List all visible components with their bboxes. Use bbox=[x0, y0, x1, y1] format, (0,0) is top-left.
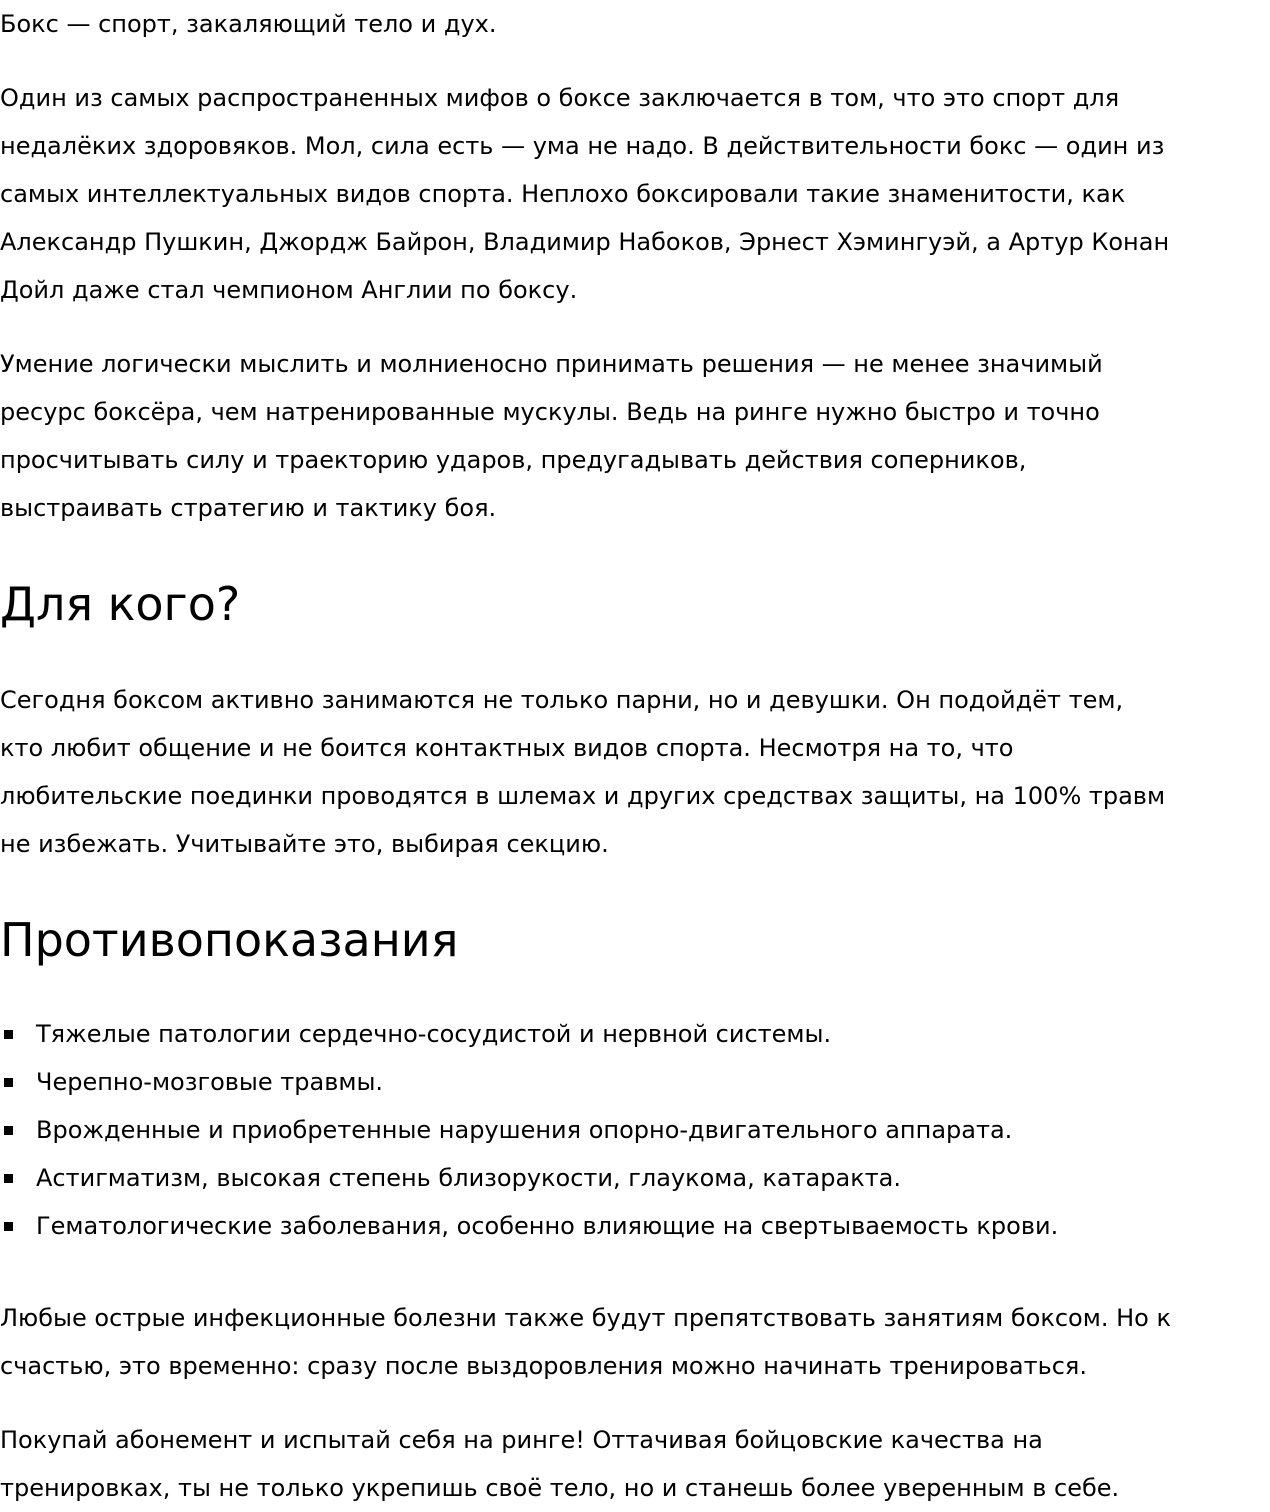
heading-for-whom: Для кого? bbox=[0, 577, 241, 631]
list-item-text: Врожденные и приобретенные нарушения опорно-двигательного аппарата. bbox=[36, 1116, 1013, 1144]
paragraph-line: выстраивать стратегию и тактику боя. bbox=[0, 494, 497, 522]
paragraph-line: Дойл даже стал чемпионом Англии по боксу. bbox=[0, 276, 578, 304]
list-item-text: Гематологические заболевания, особенно влияющие на свертываемость крови. bbox=[36, 1212, 1059, 1240]
paragraph-line: Александр Пушкин, Джордж Байрон, Владимир Набоков, Эрнест Хэмингуэй, а Артур Конан bbox=[0, 228, 1170, 256]
paragraph-myths bbox=[0, 74, 1270, 314]
paragraph-logic bbox=[0, 340, 1270, 532]
contraindications-list bbox=[0, 1010, 1270, 1250]
square-bullet-icon bbox=[4, 1078, 13, 1087]
list-item-text: Черепно-мозговые травмы. bbox=[36, 1068, 384, 1096]
paragraph-line: Один из самых распространенных мифов о боксе заключается в том, что это спорт для bbox=[0, 84, 1120, 112]
square-bullet-icon bbox=[4, 1222, 13, 1231]
square-bullet-icon bbox=[4, 1126, 13, 1135]
list-item bbox=[0, 1202, 1270, 1250]
paragraph-line: любительские поединки проводятся в шлемах и других средствах защиты, на 100% травм bbox=[0, 782, 1166, 810]
list-item-text: Тяжелые патологии сердечно-сосудистой и нервной системы. bbox=[36, 1020, 832, 1048]
paragraph-line: самых интеллектуальных видов спорта. Неплохо боксировали такие знаменитости, как bbox=[0, 180, 1126, 208]
paragraph-line: кто любит общение и не боится контактных видов спорта. Несмотря на то, что bbox=[0, 734, 1014, 762]
list-item bbox=[0, 1154, 1270, 1202]
square-bullet-icon bbox=[4, 1174, 13, 1183]
heading-contraindications: Противопоказания bbox=[0, 913, 459, 967]
list-item bbox=[0, 1106, 1270, 1154]
intro-text: Бокс — спорт, закаляющий тело и дух. bbox=[0, 10, 497, 38]
paragraph-line: Умение логически мыслить и молниеносно принимать решения — не менее значимый bbox=[0, 350, 1103, 378]
paragraph-call-to-action bbox=[0, 1416, 1270, 1512]
paragraph-line: Покупай абонемент и испытай себя на ринге! Оттачивая бойцовские качества на bbox=[0, 1426, 1043, 1454]
square-bullet-icon bbox=[4, 1030, 13, 1039]
paragraph-line: Сегодня боксом активно занимаются не только парни, но и девушки. Он подойдёт тем, bbox=[0, 686, 1124, 714]
paragraph-line: Любые острые инфекционные болезни также будут препятствовать занятиям боксом. Но к bbox=[0, 1304, 1171, 1332]
list-item-text: Астигматизм, высокая степень близорукости, глаукома, катаракта. bbox=[36, 1164, 902, 1192]
paragraph-line: тренировках, ты не только укрепишь своё тело, но и станешь более уверенным в себе. bbox=[0, 1474, 1120, 1502]
paragraph-audience bbox=[0, 676, 1270, 868]
paragraph-line: недалёких здоровяков. Мол, сила есть — ума не надо. В действительности бокс — один из bbox=[0, 132, 1165, 160]
paragraph-line: не избежать. Учитывайте это, выбирая секцию. bbox=[0, 830, 609, 858]
paragraph-line: ресурс боксёра, чем натренированные мускулы. Ведь на ринге нужно быстро и точно bbox=[0, 398, 1100, 426]
list-item bbox=[0, 1058, 1270, 1106]
paragraph-line: просчитывать силу и траекторию ударов, предугадывать действия соперников, bbox=[0, 446, 1027, 474]
list-item bbox=[0, 1010, 1270, 1058]
paragraph-infections bbox=[0, 1294, 1270, 1390]
paragraph-line: счастью, это временно: сразу после выздоровления можно начинать тренироваться. bbox=[0, 1352, 1087, 1380]
